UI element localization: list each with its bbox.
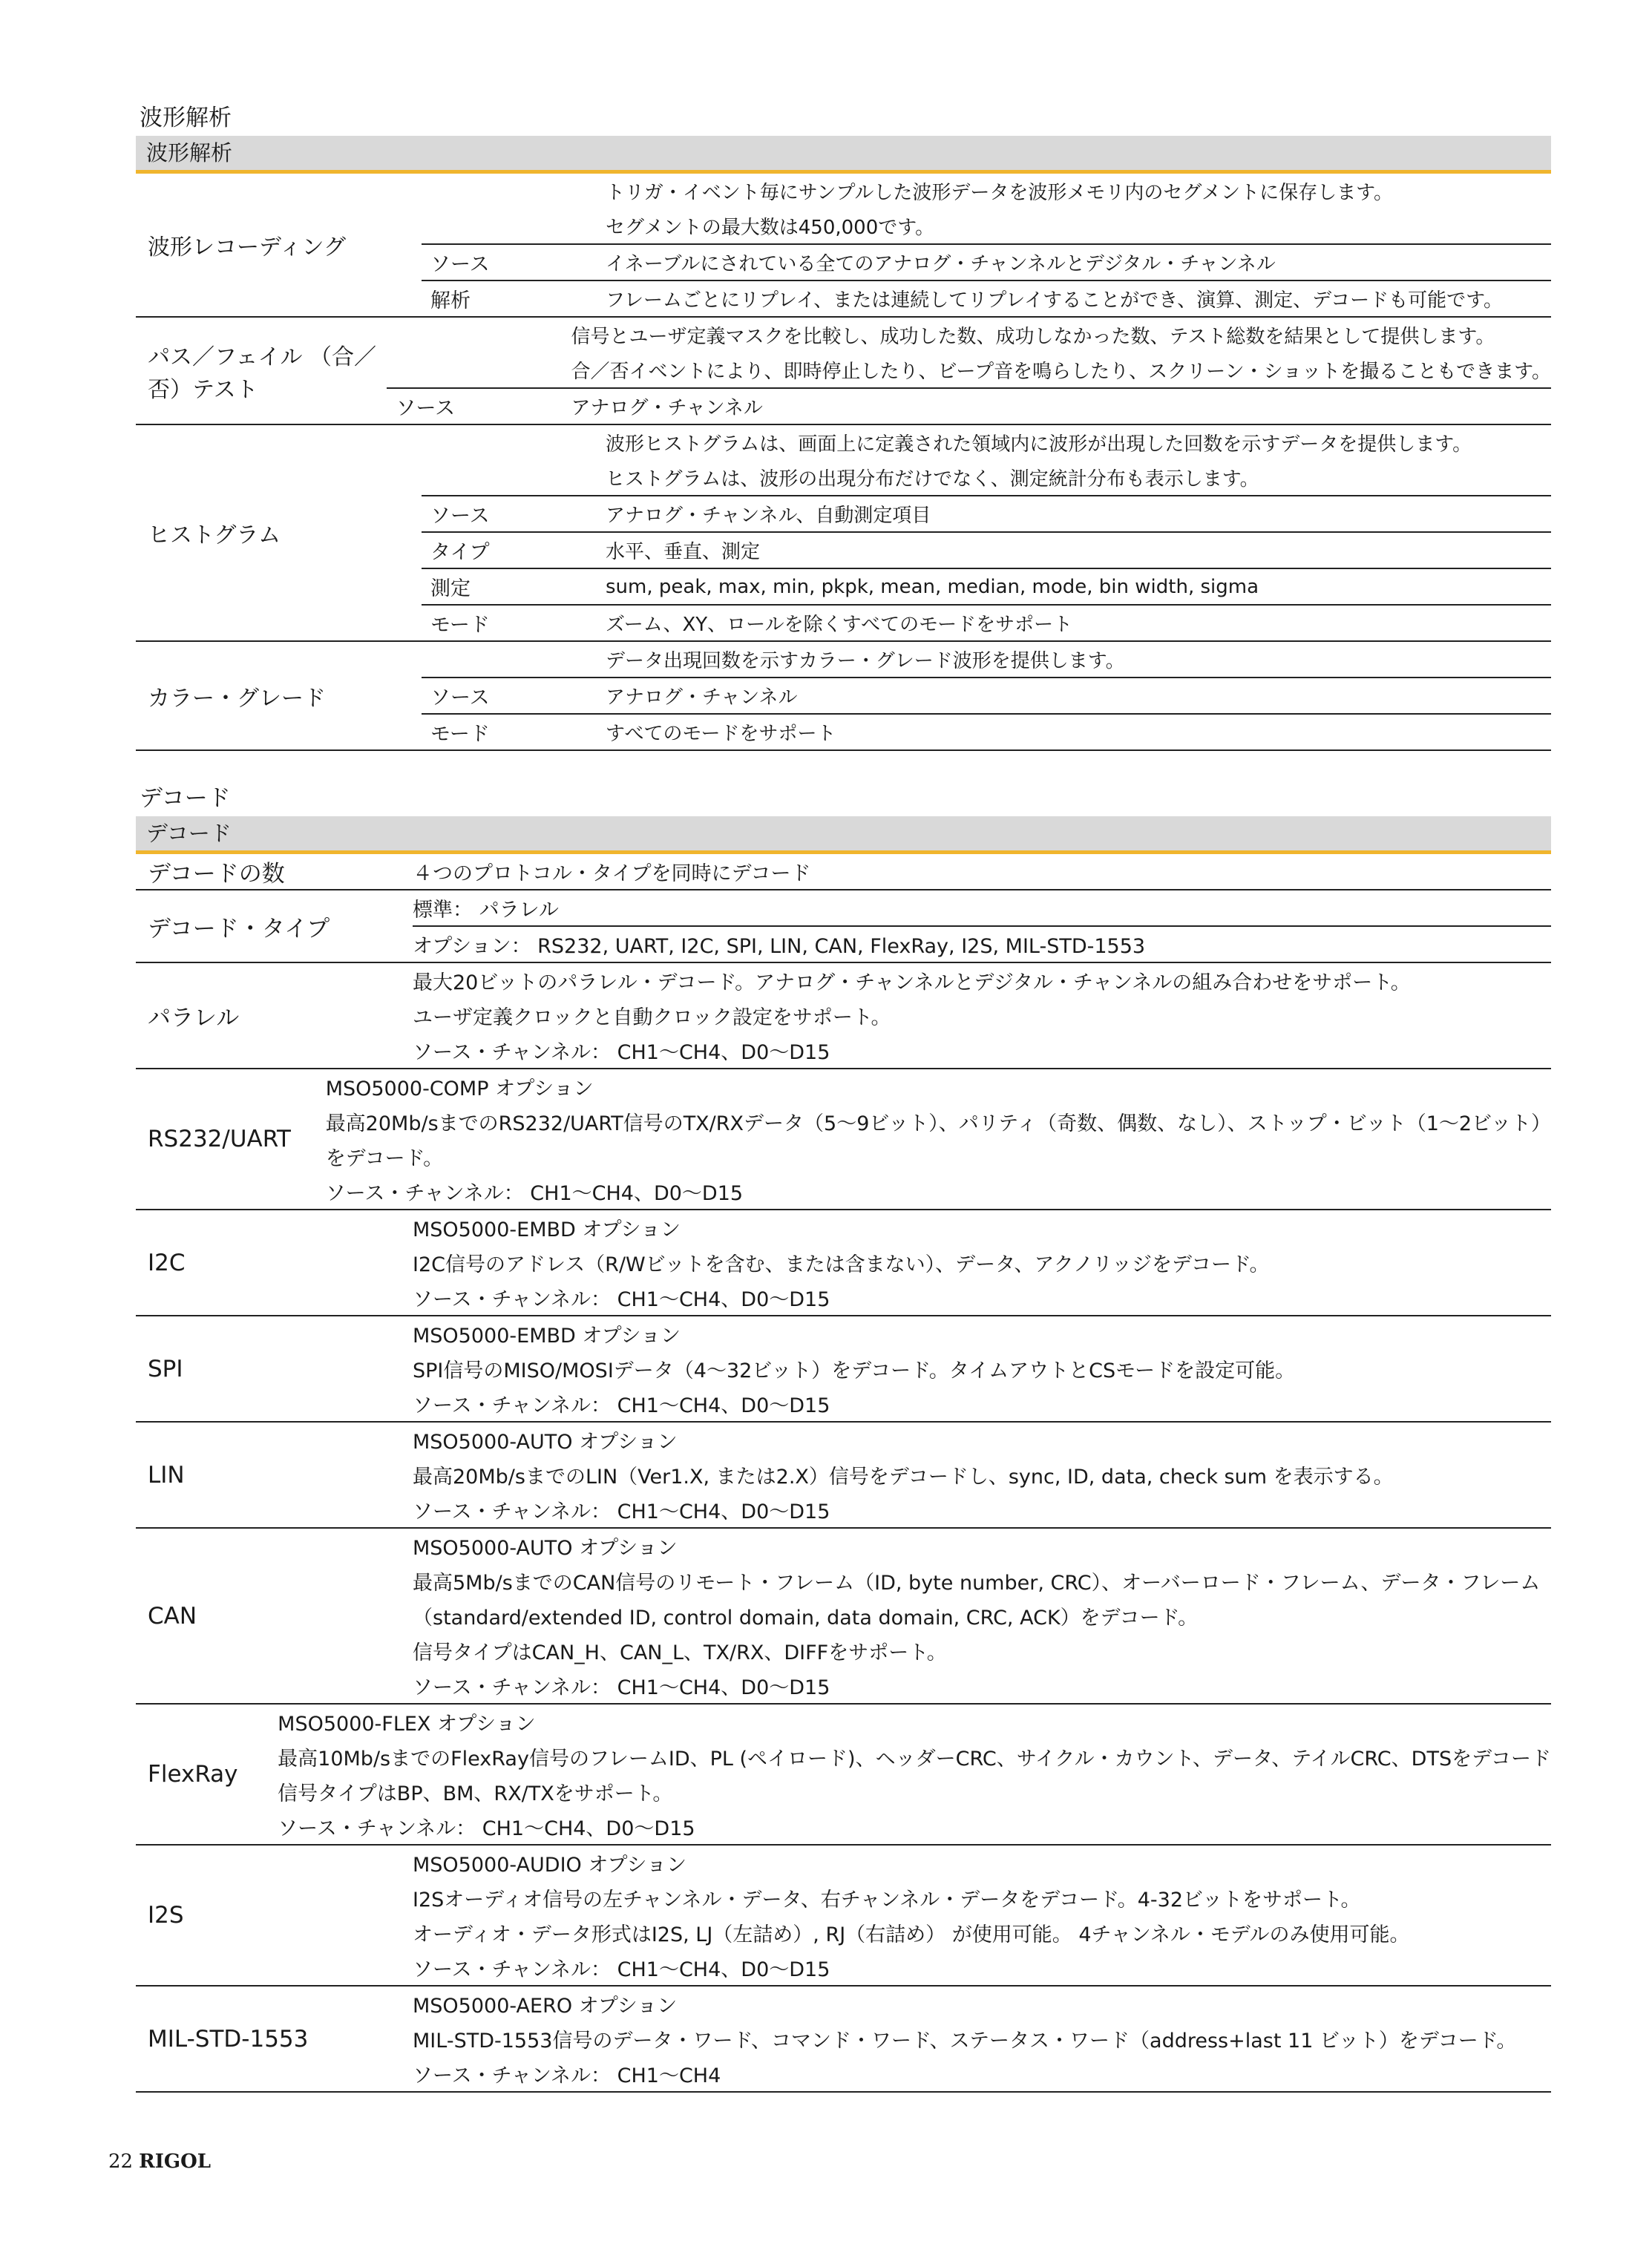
table-row: [387, 352, 1551, 387]
table-group: [136, 1316, 1551, 1423]
table-row: [413, 1033, 1551, 1068]
row-value: ソース・チャンネル： CH1～CH4、D0～D15: [413, 1394, 830, 1417]
row-value: フレームごとにリプレイ、または連続してリプレイすることができ、演算、測定、デコードも可能です。: [606, 289, 1504, 312]
group-label: デコードの数: [148, 861, 285, 888]
table-group: [136, 174, 1551, 318]
row-value: MSO5000-AUTO オプション: [413, 1431, 678, 1454]
row-value: MIL-STD-1553信号のデータ・ワード、コマンド・ワード、ステータス・ワード（address+last 11 ビット）をデコード。: [413, 2030, 1517, 2053]
row-value: （standard/extended ID, control domain, data domain, CRC, ACK）をデコード。: [413, 1607, 1199, 1630]
row-value: ソース・チャンネル： CH1～CH4、D0～D15: [413, 1958, 830, 1981]
table-row: [387, 318, 1551, 352]
row-key: ソース: [430, 686, 490, 709]
row-value: 信号とユーザ定義マスクを比較し、成功した数、成功しなかった数、テスト総数を結果として提供します。: [571, 326, 1495, 348]
table-row: [413, 1564, 1551, 1598]
row-value: 最高20Mb/sまでのRS232/UART信号のTX/RXデータ（5～9ビット）、パリティ（奇数、偶数、なし）、ストップ・ビット（1～2ビット）: [325, 1112, 1551, 1135]
group-label: パス／フェイル （合／否）テスト: [148, 344, 377, 403]
group-label: FlexRay: [148, 1761, 238, 1788]
table-row: [413, 1668, 1551, 1703]
row-value: 信号タイプはBP、BM、RX/TXをサポート。: [278, 1782, 673, 1805]
table-row: [278, 1774, 1551, 1809]
row-value: すべてのモードをサポート: [606, 723, 836, 745]
row-value: ズーム、XY、ロールを除くすべてのモードをサポート: [606, 614, 1073, 636]
table-row: [422, 531, 1551, 568]
row-value: 最高5Mb/sまでのCAN信号のリモート・フレーム（ID, byte number, CRC）、オーバーロード・フレーム、データ・フレーム: [413, 1572, 1541, 1595]
table-row: [413, 1633, 1551, 1668]
table-group: [136, 854, 1551, 890]
table-row: [326, 1139, 1551, 1174]
table-group: [136, 1210, 1551, 1316]
row-value: セグメントの最大数は450,000です。: [606, 217, 935, 239]
row-value: sum, peak, max, min, pkpk, mean, median, mode, bin width, sigma: [606, 575, 1259, 598]
row-value: 最高20Mb/sまでのLIN（Ver1.X, または2.X）信号をデコードし、sync, ID, data, check sum を表示する。: [413, 1466, 1394, 1489]
row-value: イネーブルにされている全てのアナログ・チャンネルとデジタル・チャンネル: [606, 253, 1276, 275]
table-row: [413, 1529, 1551, 1564]
table-row: [413, 890, 1551, 925]
group-label: CAN: [148, 1602, 197, 1630]
row-value: ソース・チャンネル： CH1～CH4、D0～D15: [413, 1288, 830, 1311]
row-value: I2Sオーディオ信号の左チャンネル・データ、右チャンネル・データをデコード。4-32ビットをサポート。: [413, 1889, 1361, 1912]
waveform-table: [136, 174, 1551, 751]
section-header: 波形解析: [136, 136, 1551, 174]
table-group: [136, 1705, 1551, 1846]
group-label: カラー・グレード: [148, 685, 326, 712]
table-row: [422, 495, 1551, 531]
table-row: [278, 1809, 1551, 1844]
row-value: ヒストグラムは、波形の出現分布だけでなく、測定統計分布も表示します。: [606, 468, 1259, 491]
section-title: 波形解析: [140, 105, 232, 131]
row-value: 合／否イベントにより、即時停止したり、ビープ音を鳴らしたり、スクリーン・ショットを撮ることもできます。: [571, 361, 1551, 383]
table-row: [422, 460, 1551, 495]
table-row: [422, 677, 1551, 713]
table-row: [413, 1280, 1551, 1315]
row-value: トリガ・イベント毎にサンプルした波形データを波形メモリ内のセグメントに保存します。: [606, 182, 1394, 204]
row-key: モード: [430, 723, 490, 746]
table-row: [326, 1069, 1551, 1104]
row-key: 測定: [430, 577, 471, 600]
table-row: [278, 1705, 1551, 1739]
row-value: MSO5000-COMP オプション: [325, 1077, 594, 1100]
row-value: ソース・チャンネル： CH1～CH4、D0～D15: [413, 1041, 830, 1064]
row-key: 解析: [430, 289, 471, 312]
table-row: [422, 174, 1551, 209]
table-group: [136, 1423, 1551, 1529]
row-value: 標準： パラレル: [413, 899, 559, 922]
table-row: [413, 1598, 1551, 1633]
table-row: [413, 1880, 1551, 1915]
group-label: I2C: [148, 1249, 186, 1276]
brand-logo: RIGOL: [139, 2150, 211, 2173]
row-value: オプション： RS232, UART, I2C, SPI, LIN, CAN, FlexRay, I2S, MIL-STD-1553: [413, 935, 1146, 958]
row-value: ４つのプロトコル・タイプを同時にデコード: [413, 862, 811, 885]
group-label: デコード・タイプ: [148, 915, 330, 942]
section-header: デコード: [136, 816, 1551, 854]
row-value: オーディオ・データ形式はI2S, LJ（左詰め）, RJ（右詰め） が使用可能。 4チャンネル・モデルのみ使用可能。: [413, 1923, 1410, 1946]
table-row: [413, 1915, 1551, 1950]
table-row: [326, 1104, 1551, 1139]
table-row: [413, 1210, 1551, 1245]
row-value: 最高10Mb/sまでのFlexRay信号のフレームID、PL (ペイロード)、ヘッダーCRC、サイクル・カウント、データ、テイルCRC、DTSをデコード: [278, 1748, 1551, 1771]
waveform-analysis-section: [136, 100, 1551, 751]
table-row: [413, 1245, 1551, 1280]
row-key: ソース: [396, 397, 456, 420]
table-row: [422, 280, 1551, 316]
row-value: ソース・チャンネル： CH1～CH4、D0～D15: [413, 1500, 830, 1523]
row-key: モード: [430, 614, 490, 637]
decode-section: [136, 781, 1551, 2093]
row-key: タイプ: [430, 541, 490, 564]
table-row: [422, 604, 1551, 640]
row-value: データ出現回数を示すカラー・グレード波形を提供します。: [606, 650, 1125, 672]
row-value: MSO5000-AERO オプション: [413, 1995, 678, 2018]
table-row: [422, 209, 1551, 243]
table-row: [413, 963, 1551, 998]
table-row: [422, 713, 1551, 749]
table-row: [422, 243, 1551, 280]
row-value: 水平、垂直、測定: [606, 541, 761, 563]
table-row: [413, 1423, 1551, 1457]
row-value: ソース・チャンネル： CH1～CH4、D0～D15: [413, 1676, 830, 1699]
row-value: アナログ・チャンネル、自動測定項目: [606, 505, 931, 527]
group-label: RS232/UART: [148, 1126, 291, 1152]
group-label: 波形レコーディング: [148, 234, 346, 260]
table-group: [136, 1846, 1551, 1987]
table-group: [136, 425, 1551, 642]
row-key: ソース: [430, 505, 490, 528]
row-value: SPI信号のMISO/MOSIデータ（4～32ビット）をデコード。タイムアウトとCSモードを設定可能。: [413, 1359, 1296, 1382]
row-value: MSO5000-EMBD オプション: [413, 1218, 681, 1241]
decode-table: [136, 854, 1551, 2093]
row-value: ソース・チャンネル： CH1～CH4、D0～D15: [278, 1817, 695, 1840]
table-row: [413, 1386, 1551, 1421]
row-value: 信号タイプはCAN_H、CAN_L、TX/RX、DIFFをサポート。: [413, 1641, 947, 1664]
table-row: [422, 642, 1551, 677]
row-value: アナログ・チャンネル: [606, 686, 798, 709]
table-group: [136, 1529, 1551, 1705]
row-value: ユーザ定義クロックと自動クロック設定をサポート。: [413, 1006, 891, 1029]
table-row: [413, 1492, 1551, 1527]
group-label: パラレル: [148, 1005, 240, 1031]
row-value: ソース・チャンネル： CH1～CH4: [413, 2064, 721, 2087]
group-label: I2S: [148, 1902, 184, 1929]
row-value: MSO5000-EMBD オプション: [413, 1325, 681, 1348]
table-row: [413, 925, 1551, 962]
table-group: [136, 890, 1551, 963]
row-value: MSO5000-AUTO オプション: [413, 1537, 678, 1560]
table-row: [413, 2056, 1551, 2091]
table-group: [136, 318, 1551, 425]
table-group: [136, 963, 1551, 1069]
table-row: [422, 425, 1551, 460]
page-number: 22: [108, 2150, 134, 2173]
group-label: ヒストグラム: [148, 522, 281, 548]
table-row: [413, 1457, 1551, 1492]
table-row: [413, 1950, 1551, 1985]
table-row: [413, 1846, 1551, 1880]
row-value: MSO5000-AUDIO オプション: [413, 1854, 686, 1877]
row-key: ソース: [430, 253, 490, 276]
row-value: ソース・チャンネル： CH1～CH4、D0～D15: [325, 1182, 744, 1205]
group-label: MIL-STD-1553: [148, 2025, 309, 2053]
table-row: [422, 568, 1551, 604]
section-title: デコード: [140, 785, 231, 812]
group-label: LIN: [148, 1461, 185, 1489]
row-value: 最大20ビットのパラレル・デコード。アナログ・チャンネルとデジタル・チャンネルの組み合わせをサポート。: [413, 971, 1411, 994]
group-label: SPI: [148, 1355, 183, 1382]
row-value: I2C信号のアドレス（R/Wビットを含む、または含まない）、データ、アクノリッジをデコード。: [413, 1253, 1270, 1276]
table-row: [413, 998, 1551, 1033]
table-row: [413, 1987, 1551, 2021]
table-row: [413, 1316, 1551, 1351]
table-row: [413, 854, 1551, 889]
table-group: [136, 1069, 1551, 1210]
row-value: アナログ・チャンネル: [571, 397, 763, 419]
table-row: [326, 1174, 1551, 1209]
row-value: MSO5000-FLEX オプション: [278, 1713, 536, 1736]
row-value: 波形ヒストグラムは、画面上に定義された領域内に波形が出現した回数を示すデータを提供します。: [606, 433, 1472, 456]
table-row: [278, 1739, 1551, 1774]
table-group: [136, 1987, 1551, 2093]
table-row: [413, 1351, 1551, 1386]
table-row: [413, 2021, 1551, 2056]
table-group: [136, 642, 1551, 751]
table-row: [387, 387, 1551, 424]
page-footer: [108, 2150, 211, 2173]
row-value: をデコード。: [325, 1147, 444, 1170]
